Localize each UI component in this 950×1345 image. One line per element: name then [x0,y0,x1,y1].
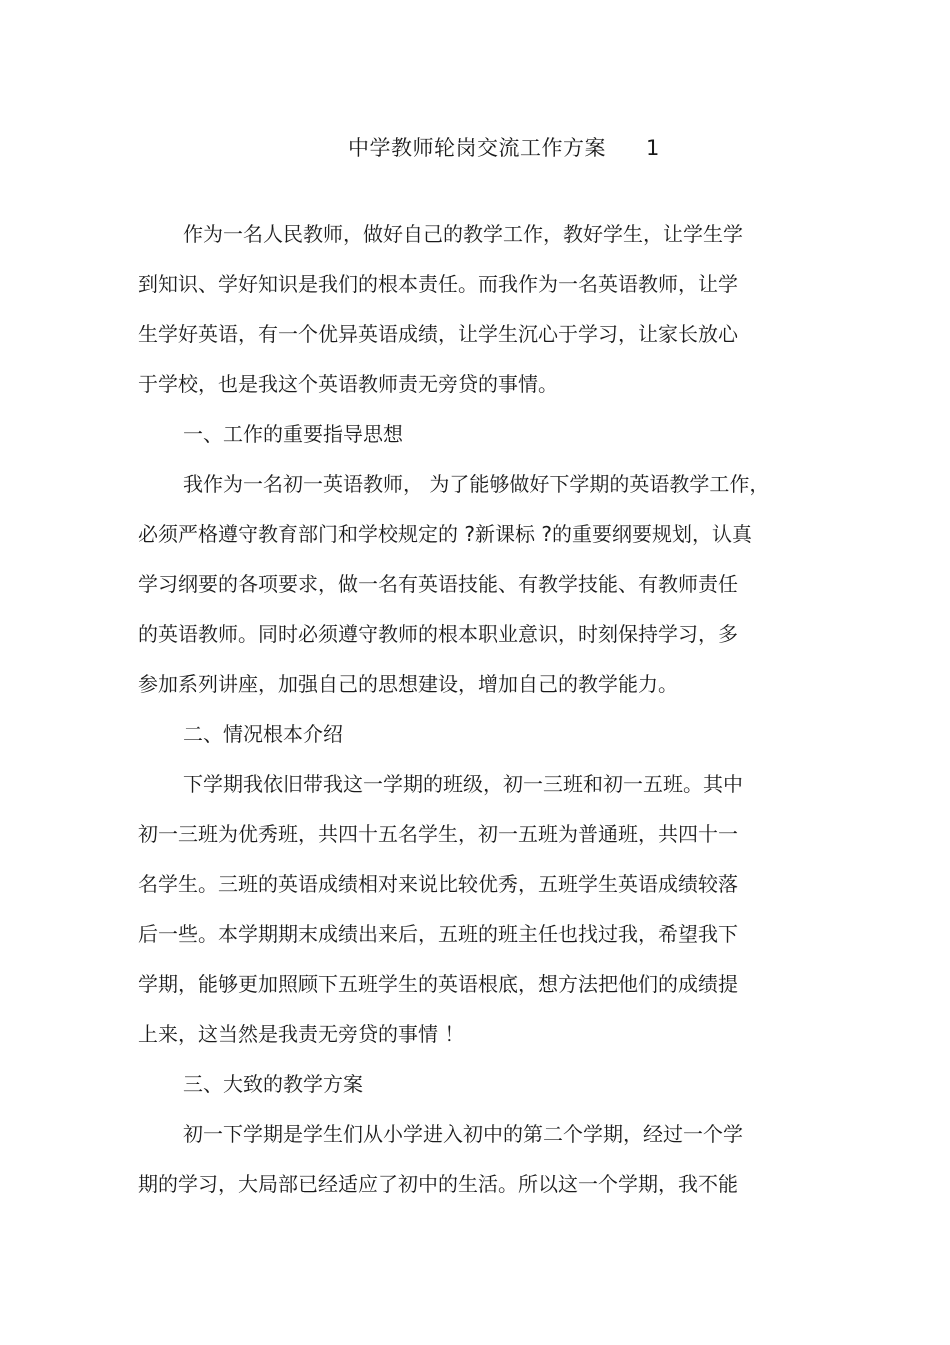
paragraph-line: 参加系列讲座，加强自己的思想建设，增加自己的教学能力。 [138,672,678,696]
document-title [348,128,660,168]
paragraph-line: 下学期我依旧带我这一学期的班级，初一三班和初一五班。其中 [183,772,743,796]
paragraph-line: 我作为一名初一英语教师， 为了能够做好下学期的英语教学工作， [183,472,770,496]
title-text: 中学教师轮岗交流工作方案 [348,136,606,160]
paragraph-line: 必须严格遵守教育部门和学校规定的 ?新课标 ?的重要纲要规划，认真 [138,522,752,546]
paragraph-line: 初一三班为优秀班，共四十五名学生，初一五班为普通班，共四十一 [138,822,738,846]
paragraph-line: 到知识、学好知识是我们的根本责任。而我作为一名英语教师，让学 [138,272,738,296]
paragraph-line: 名学生。三班的英语成绩相对来说比较优秀，五班学生英语成绩较落 [138,872,738,896]
paragraph-line: 期的学习，大局部已经适应了初中的生活。所以这一个学期，我不能 [138,1172,738,1196]
paragraph-line: 后一些。本学期期末成绩出来后，五班的班主任也找过我，希望我下 [138,922,738,946]
paragraph-line: 于学校，也是我这个英语教师责无旁贷的事情。 [138,372,558,396]
paragraph-line: 生学好英语，有一个优异英语成绩，让学生沉心于学习，让家长放心 [138,322,738,346]
section-heading: 二、情况根本介绍 [183,722,343,746]
paragraph-line: 学习纲要的各项要求，做一名有英语技能、有教学技能、有教师责任 [138,572,738,596]
paragraph-line: 学期，能够更加照顾下五班学生的英语根底，想方法把他们的成绩提 [138,972,738,996]
paragraph-line: 作为一名人民教师，做好自己的教学工作，教好学生，让学生学 [183,222,743,246]
paragraph-line: 的英语教师。同时必须遵守教师的根本职业意识，时刻保持学习，多 [138,622,738,646]
paragraph-line: 上来，这当然是我责无旁贷的事情 ！ [138,1022,465,1046]
section-heading: 一、工作的重要指导思想 [183,422,403,446]
title-number: 1 [646,136,660,160]
section-heading: 三、大致的教学方案 [183,1072,363,1096]
paragraph-line: 初一下学期是学生们从小学进入初中的第二个学期，经过一个学 [183,1122,743,1146]
